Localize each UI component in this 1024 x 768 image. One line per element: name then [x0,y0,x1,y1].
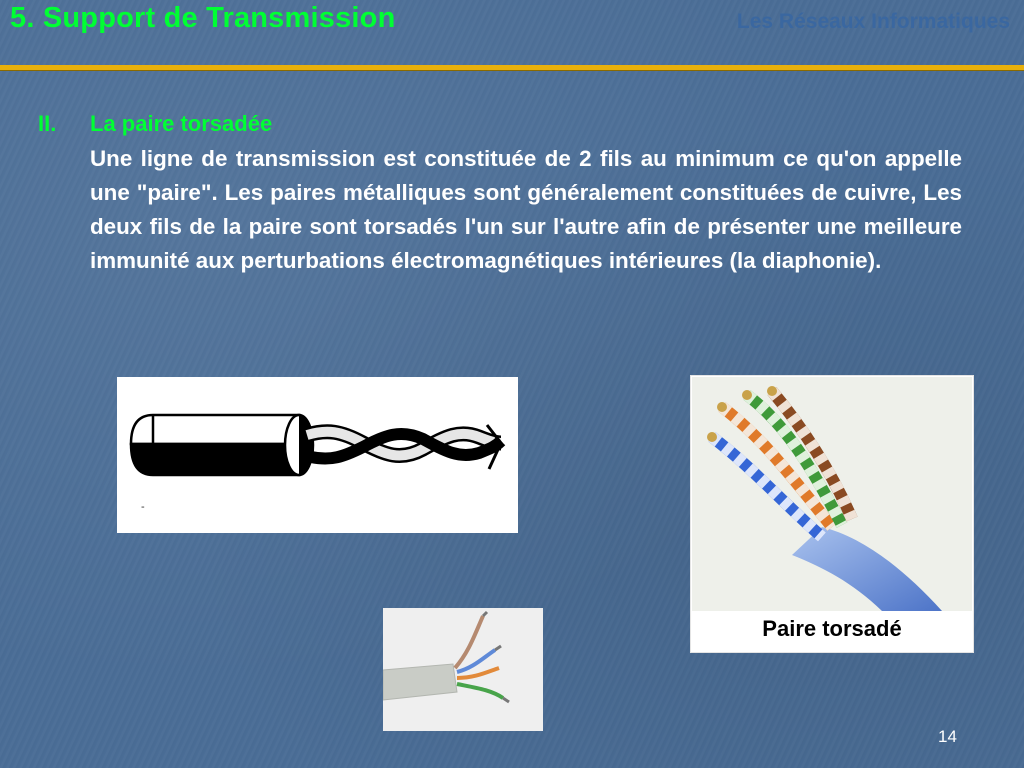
twisted-pair-drawing [117,377,518,533]
twisted-pair-illustration [692,377,972,611]
slide-title: 5. Support de Transmission [10,2,396,34]
diagram-mark: - [141,501,145,513]
section-heading [38,111,272,137]
cable-illustration [383,608,543,731]
section-number: II. [38,111,57,136]
slide-subtitle: Les Réseaux Informatiques [736,10,1010,33]
section-body: Une ligne de transmission est constituée de 2 fils au minimum ce qu'on appelle une "paire". Les paires métalliques sont généralement constituées de cuivre, Les deux fils de la paire sont torsadés l'un sur l'autre afin de présenter une meilleure immunité aux perturbations électromagnétiques intérieures (la diaphonie). [90,146,962,273]
page-number: 14 [938,727,957,746]
twisted-pair-diagram [117,377,518,533]
twisted-pair-photo-card [690,375,974,653]
cable-photo [383,608,543,731]
section-title: La paire torsadée [90,111,273,136]
photo-caption: Paire torsadé [762,616,902,641]
twisted-pair-photo [692,377,972,611]
header-divider [0,65,1024,70]
